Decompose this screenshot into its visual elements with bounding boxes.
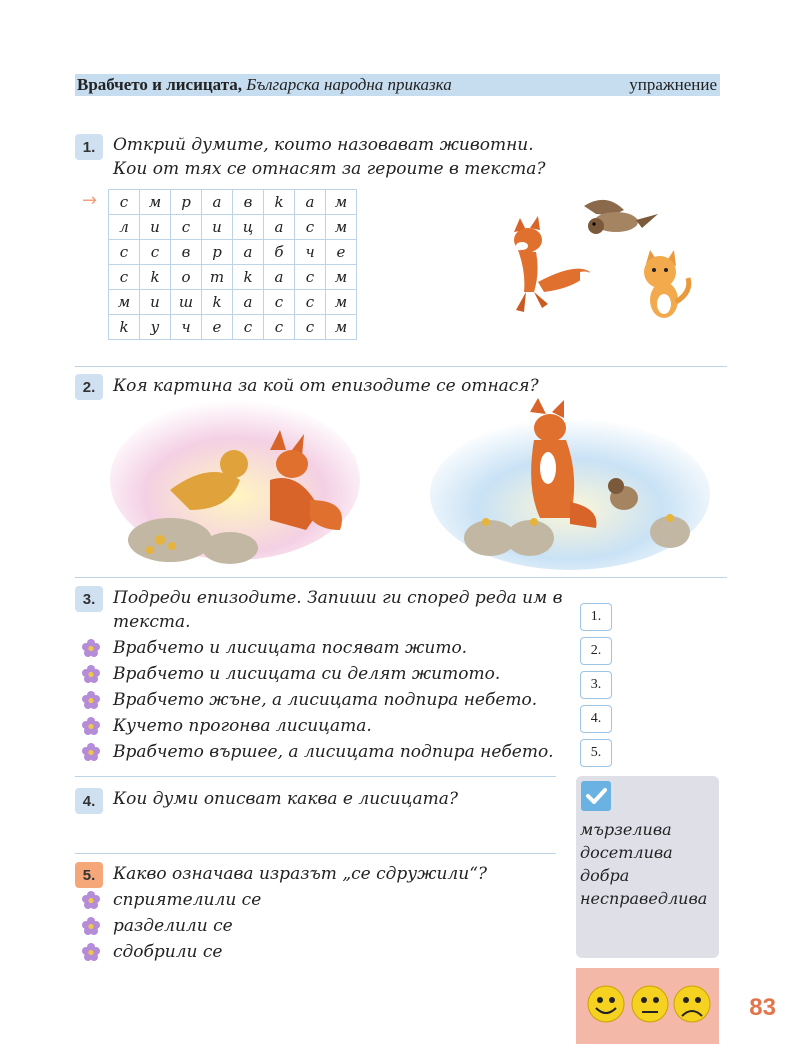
grid-cell[interactable]: е [326,240,357,265]
grid-cell[interactable]: т [202,265,233,290]
grid-cell[interactable]: k [233,265,264,290]
animals-illustration [496,192,696,332]
answer-option[interactable]: сприятелили се [113,890,262,910]
task-4-text: Кои думи описват каква е лисицата? [113,789,458,809]
episode-item: Кучето прогонва лисицата. [113,716,372,736]
kitten-icon [644,250,689,318]
grid-cell[interactable]: с [295,265,326,290]
grid-cell[interactable]: а [202,190,233,215]
grid-cell[interactable]: и [140,290,171,315]
task-4-number: 4. [75,788,103,814]
fox-and-sparrow-sharing-picture [430,398,710,570]
grid-cell[interactable]: с [109,240,140,265]
fox-icon [514,216,592,312]
flower-bullet-icon [82,891,100,909]
grid-cell[interactable]: и [140,215,171,240]
answer-option[interactable]: разделили се [113,916,233,936]
flower-bullet-icon [82,691,100,709]
flower-bullet-icon [82,917,100,935]
grid-cell[interactable]: б [264,240,295,265]
lesson-subtitle: Българска народна приказка [246,75,452,94]
grid-cell[interactable]: k [264,190,295,215]
happy-face-icon [588,986,624,1022]
grid-cell[interactable]: в [233,190,264,215]
grid-cell[interactable]: с [109,265,140,290]
divider-2 [75,577,727,578]
grid-cell[interactable]: а [295,190,326,215]
grid-cell[interactable]: м [326,290,357,315]
grid-cell[interactable]: л [109,215,140,240]
lesson-title [77,75,452,95]
task-3-number: 3. [75,586,103,612]
grid-cell[interactable]: с [295,290,326,315]
grid-cell[interactable]: м [326,190,357,215]
answer-box-4[interactable]: 4. [580,705,612,733]
answer-box-3[interactable]: 3. [580,671,612,699]
grid-cell[interactable]: с [264,290,295,315]
grid-cell[interactable]: ц [233,215,264,240]
word-option-2[interactable]: досетлива [580,843,673,862]
word-option-4[interactable]: несправедлива [580,889,708,908]
grid-row [109,315,357,340]
grid-cell[interactable]: а [233,290,264,315]
grid-cell[interactable]: а [264,215,295,240]
grid-cell[interactable]: в [171,240,202,265]
answer-box-5[interactable]: 5. [580,739,612,767]
grid-cell[interactable]: р [171,190,202,215]
grid-cell[interactable]: с [295,315,326,340]
grid-cell[interactable]: р [202,240,233,265]
grid-row [109,240,357,265]
episode-item: Врабчето и лисицата посяват жито. [113,638,468,658]
page-number: 83 [749,994,776,1021]
sad-face-icon [674,986,710,1022]
grid-cell[interactable]: с [171,215,202,240]
task-2-text: Коя картина за кой от епизодите се отнася? [113,376,539,396]
task-5-text: Какво означава изразът „се сдружили“? [113,864,488,884]
answer-option[interactable]: сдобрили се [113,942,223,962]
grid-cell[interactable]: м [326,215,357,240]
grid-cell[interactable]: м [109,290,140,315]
divider-3 [75,776,556,777]
dog-chasing-fox-picture [110,400,360,570]
grid-cell[interactable]: k [202,290,233,315]
grid-row [109,215,357,240]
task-1-line-2: Кои от тях се отнасят за героите в текста? [113,159,546,179]
grid-row [109,190,357,215]
grid-cell[interactable]: ш [171,290,202,315]
word-option-1[interactable]: мързелива [580,820,672,839]
flower-bullet-icon [82,943,100,961]
grid-cell[interactable]: о [171,265,202,290]
grid-cell[interactable]: м [326,315,357,340]
grid-row [109,290,357,315]
grid-cell[interactable]: с [109,190,140,215]
checkmark-icon [581,781,611,811]
episode-item: Врабчето и лисицата си делят житото. [113,664,501,684]
grid-cell[interactable]: ч [171,315,202,340]
grid-cell[interactable]: а [233,240,264,265]
lesson-title-bold: Врабчето и лисицата, [77,75,243,94]
task-1-line-1: Открий думите, които назовават животни. [113,135,534,155]
grid-cell[interactable]: k [140,265,171,290]
task-3-line-1: Подреди епизодите. Запиши ги според реда им в [113,588,563,608]
grid-cell[interactable]: с [140,240,171,265]
word-search-grid [108,189,357,340]
grid-cell[interactable]: а [264,265,295,290]
grid-cell[interactable]: с [264,315,295,340]
task-1-number: 1. [75,134,103,160]
answer-box-1[interactable]: 1. [580,603,612,631]
task-5-number: 5. [75,862,103,888]
episode-item: Врабчето вършее, а лисицата подпира небето. [113,742,554,762]
grid-cell[interactable]: с [233,315,264,340]
grid-cell[interactable]: и [202,215,233,240]
task-2-number: 2. [75,374,103,400]
grid-cell[interactable]: м [326,265,357,290]
grid-cell[interactable]: е [202,315,233,340]
sparrow-icon [584,200,658,234]
section-label: упражнение [629,75,717,94]
answer-box-2[interactable]: 2. [580,637,612,665]
neutral-face-icon [632,986,668,1022]
grid-row [109,265,357,290]
task-3-line-2: текста. [113,612,191,632]
arrow-right-icon: → [82,190,98,211]
flower-bullet-icon [82,717,100,735]
grid-cell[interactable]: k [109,315,140,340]
word-option-3[interactable]: добра [580,866,630,885]
divider-4 [75,853,556,854]
grid-cell[interactable]: ч [295,240,326,265]
flower-bullet-icon [82,639,100,657]
grid-cell[interactable]: м [140,190,171,215]
flower-bullet-icon [82,743,100,761]
divider-1 [75,366,727,367]
smiley-faces-icon [578,974,718,1036]
flower-bullet-icon [82,665,100,683]
episode-item: Врабчето жъне, а лисицата подпира небето. [113,690,538,710]
grid-cell[interactable]: у [140,315,171,340]
grid-cell[interactable]: с [295,215,326,240]
